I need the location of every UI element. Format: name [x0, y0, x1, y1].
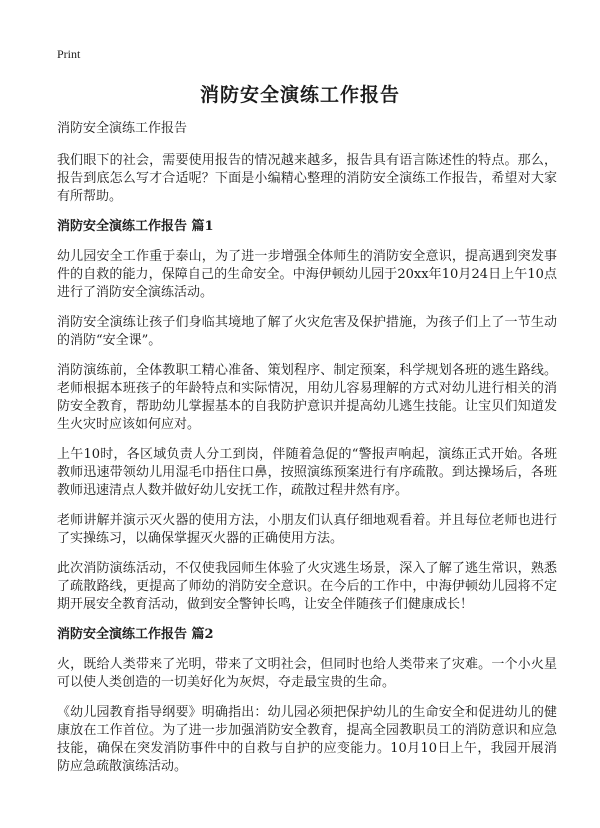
section1-paragraph: 消防安全演练让孩子们身临其境地了解了火灾危害及保护措施，为孩子们上了一节生动的消防“安全课”。: [57, 315, 557, 348]
intro-paragraph: 我们眼下的社会，需要使用报告的情况越来越多，报告具有语言陈述性的特点。那么，报告到底怎么写才合适呢？下面是小编精心整理的消防安全演练工作报告，希望对大家有所帮助。: [57, 153, 557, 204]
section1-paragraph: 消防演练前，全体教职工精心准备、策划程序、制定预案，科学规划各班的逃生路线。老师根据本班孩子的年龄特点和实际情况，用幼儿容易理解的方式对幼儿进行相关的消防安全教育，帮助幼儿掌握基本的自我防护意识并提高幼儿逃生技能。让宝贝们知道发生火灾时应该如何应对。: [57, 363, 557, 432]
print-label[interactable]: Print: [57, 47, 81, 61]
section1-paragraph: 老师讲解并演示灭火器的使用方法，小朋友们认真仔细地观看着。并且每位老师也进行了实操练习，以确保掌握灭火器的正确使用方法。: [57, 513, 557, 546]
section-heading-1: 消防安全演练工作报告 篇1: [57, 219, 214, 234]
section1-paragraph: 上午10时，各区域负责人分工到岗，伴随着急促的“警报声响起，演练正式开始。各班教师迅速带领幼儿用湿毛巾捂住口鼻，按照演练预案进行有序疏散。到达操场后，各班教师迅速清点人数并做好幼儿安抚工作，疏散过程井然有序。: [57, 447, 557, 498]
section1-paragraph: 此次消防演练活动，不仅使我园师生体验了火灾逃生场景，深入了解了逃生常识，熟悉了疏散路线，更提高了师幼的消防安全意识。在今后的工作中，中海伊顿幼儿园将不定期开展安全教育活动，做到安全警钟长鸣，让安全伴随孩子们健康成长！: [57, 561, 557, 612]
document-body: [57, 120, 557, 788]
section1-paragraph: 幼儿园安全工作重于泰山，为了进一步增强全体师生的消防安全意识，提高遇到突发事件的自救的能力，保障自己的生命安全。中海伊顿幼儿园于20xx年10月24日上午10点进行了消防安全演练活动。: [57, 249, 557, 300]
section-heading-2: 消防安全演练工作报告 篇2: [57, 627, 214, 642]
page-title: 消防安全演练工作报告: [199, 84, 400, 106]
document-subtitle: 消防安全演练工作报告: [57, 121, 188, 136]
section2-paragraph: 火，既给人类带来了光明，带来了文明社会，但同时也给人类带来了灾难。一个小火星可以使人类创造的一切美好化为灰烬，夺走最宝贵的生命。: [57, 657, 557, 690]
section2-paragraph: 《幼儿园教育指导纲要》明确指出：幼儿园必须把保护幼儿的生命安全和促进幼儿的健康放在工作首位。为了进一步加强消防安全教育，提高全园教职员工的消防意识和应急技能，确保在突发消防事件中的自救与自护的应变能力。10月10日上午，我园开展消防应急疏散演练活动。: [57, 705, 557, 774]
